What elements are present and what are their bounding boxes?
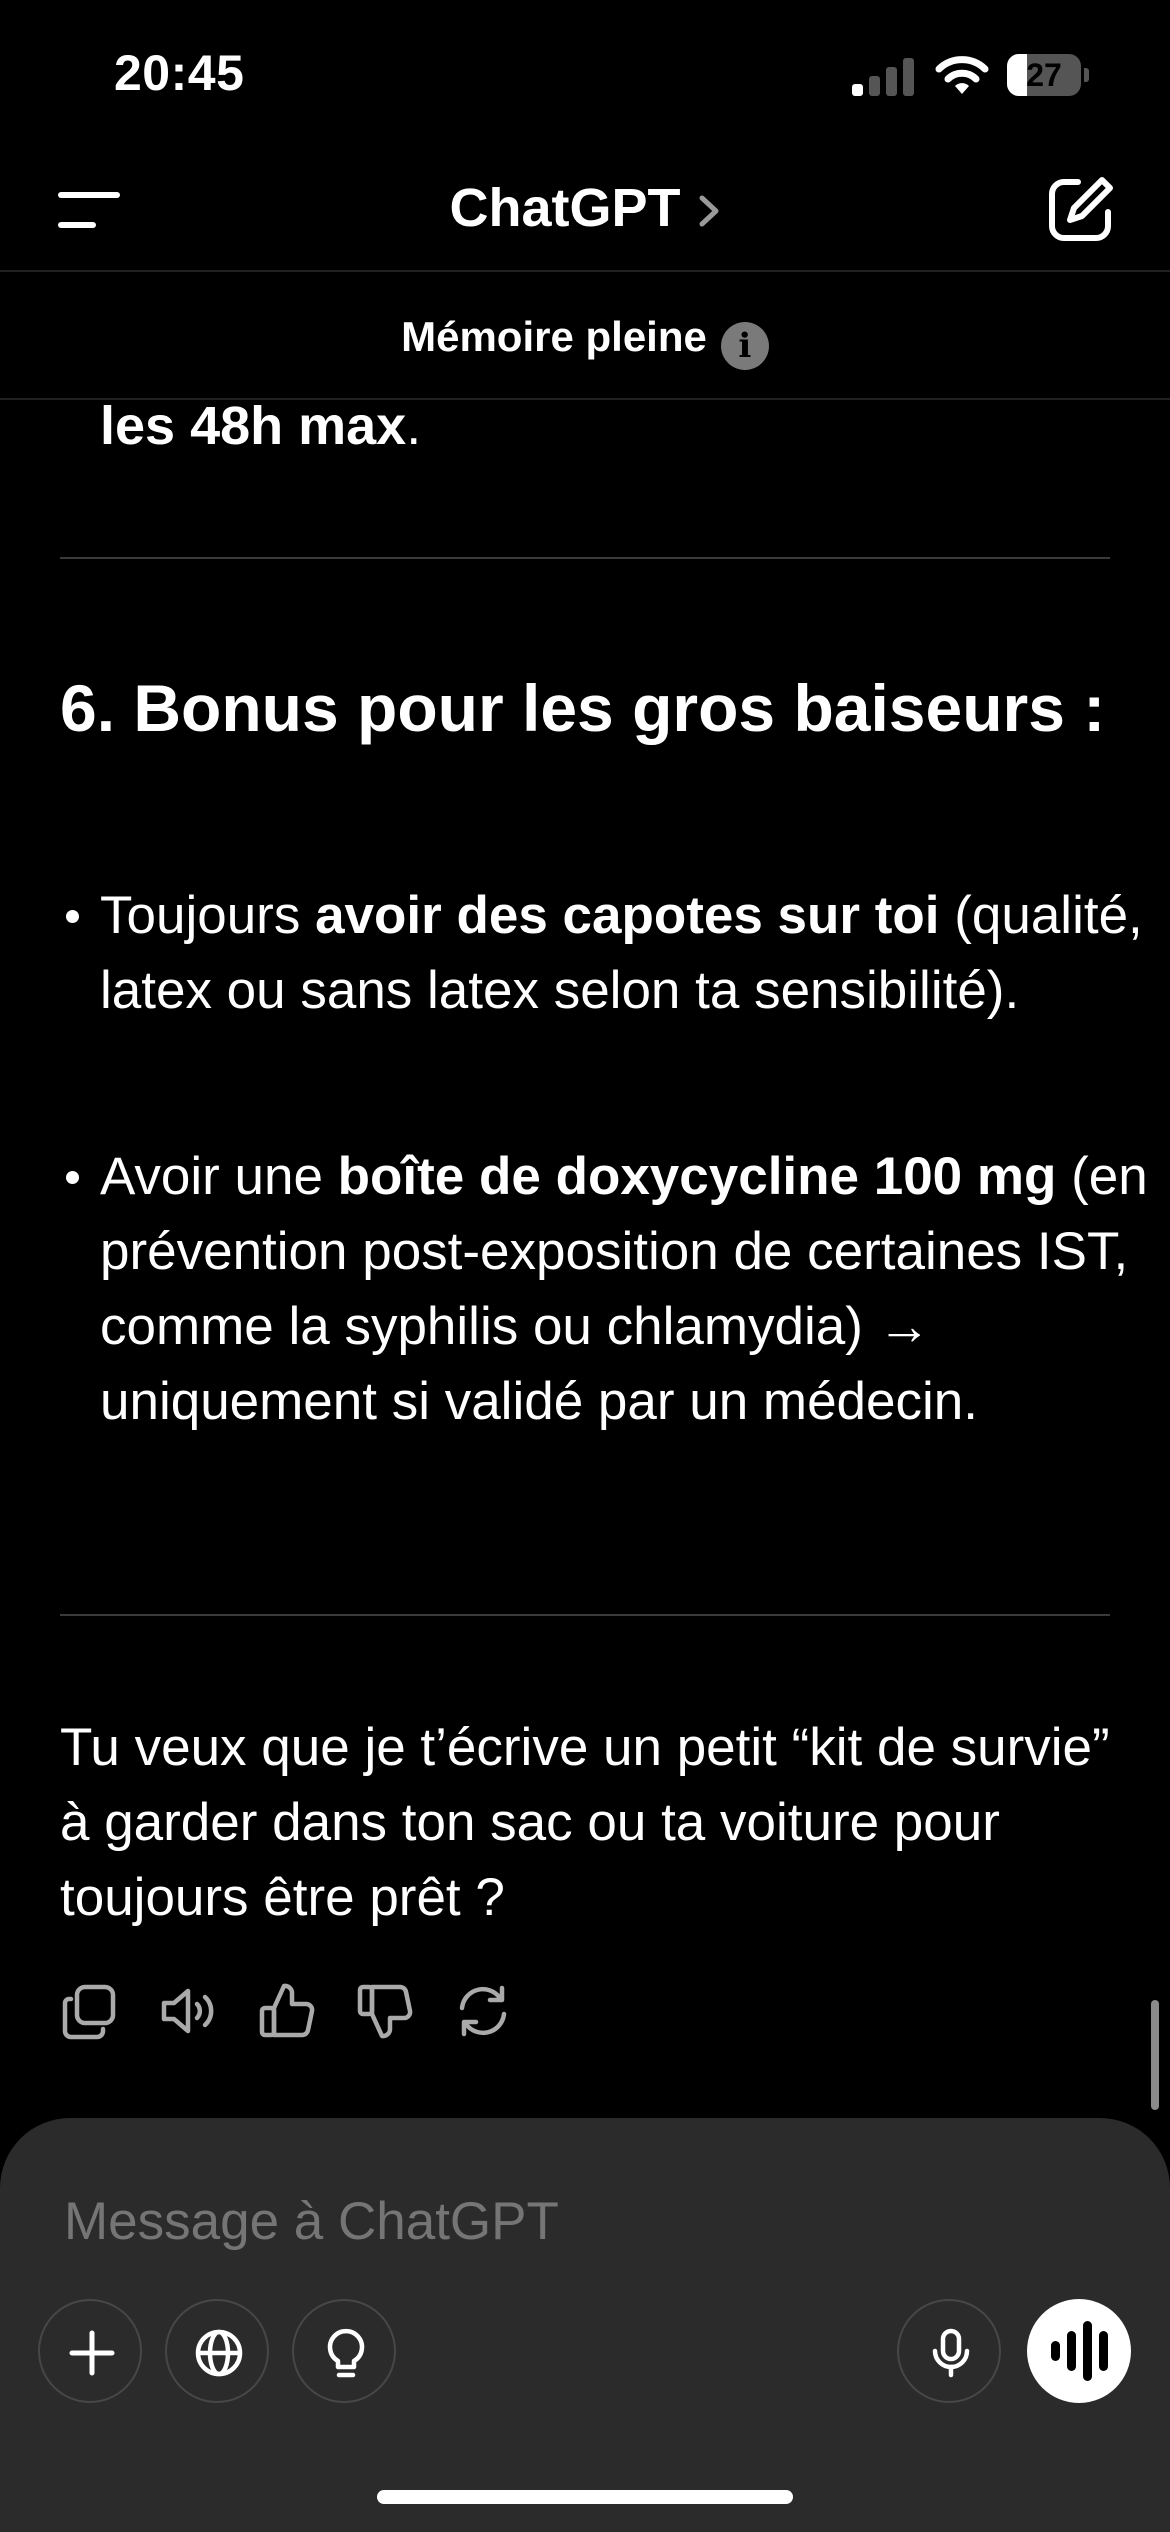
divider — [60, 1614, 1110, 1616]
dictate-button[interactable] — [897, 2299, 1001, 2403]
lightbulb-icon — [318, 2325, 374, 2381]
list-item-post: (qualité, latex ou sans latex selon ta sensibilité). — [100, 886, 1143, 1020]
voice-mode-button[interactable] — [1027, 2299, 1131, 2403]
read-aloud-icon[interactable] — [158, 1980, 220, 2042]
closing-question: Tu veux que je t’écrive un petit “kit de survie” à garder dans ton sac ou ta voiture pour toujours être prêt ? — [60, 1718, 1110, 1927]
fragment-trailing: . — [406, 402, 422, 456]
home-indicator — [377, 2490, 793, 2504]
list-item-text — [100, 1139, 1160, 1439]
globe-icon — [191, 2325, 247, 2381]
model-selector[interactable] — [0, 172, 1170, 244]
divider — [60, 557, 1110, 559]
signal-icon — [852, 56, 914, 96]
memory-full-banner[interactable] — [0, 274, 1170, 400]
message-input[interactable] — [64, 2182, 1064, 2262]
list-item-bold: boîte de doxycycline 100 mg — [337, 1147, 1057, 1206]
message-fragment — [100, 402, 421, 468]
list-item-pre: Avoir une — [100, 1147, 338, 1206]
nav-bar — [0, 150, 1170, 272]
status-time: 20:45 — [114, 45, 245, 101]
web-search-button[interactable] — [165, 2299, 269, 2403]
plus-icon — [64, 2325, 120, 2381]
message-composer — [0, 2118, 1170, 2532]
thumbs-down-icon[interactable] — [354, 1980, 416, 2042]
list-item-text — [100, 878, 1160, 1028]
thumbs-up-icon[interactable] — [256, 1980, 318, 2042]
battery-icon — [1007, 54, 1089, 96]
list-item-post: (en prévention post-exposition de certaines IST, comme la syphilis ou chlamydia) → uniquement si validé par un médecin. — [100, 1147, 1148, 1431]
regenerate-icon[interactable] — [452, 1980, 514, 2042]
wifi-icon — [934, 52, 990, 96]
bullet-dot — [66, 910, 79, 923]
list-item-bold: avoir des capotes sur toi — [315, 886, 940, 945]
add-attachment-button[interactable] — [38, 2299, 142, 2403]
nav-title: ChatGPT — [449, 178, 681, 238]
section-heading: 6. Bonus pour les gros baiseurs : — [60, 671, 1106, 745]
microphone-icon — [923, 2325, 979, 2381]
info-icon[interactable]: i — [721, 322, 769, 370]
list-item-pre: Toujours — [100, 886, 316, 945]
memory-banner-label: Mémoire pleine — [401, 313, 707, 360]
bullet-dot — [66, 1171, 79, 1184]
chevron-right-icon — [697, 194, 721, 228]
assistant-message — [0, 402, 1170, 2122]
reason-button[interactable] — [292, 2299, 396, 2403]
fragment-bold: les 48h max — [100, 402, 407, 456]
battery-level: 27 — [1026, 57, 1062, 93]
scrollbar-thumb[interactable] — [1151, 2000, 1159, 2110]
copy-icon[interactable] — [60, 1980, 122, 2042]
compose-icon[interactable] — [1046, 174, 1116, 244]
status-bar — [0, 0, 1170, 150]
